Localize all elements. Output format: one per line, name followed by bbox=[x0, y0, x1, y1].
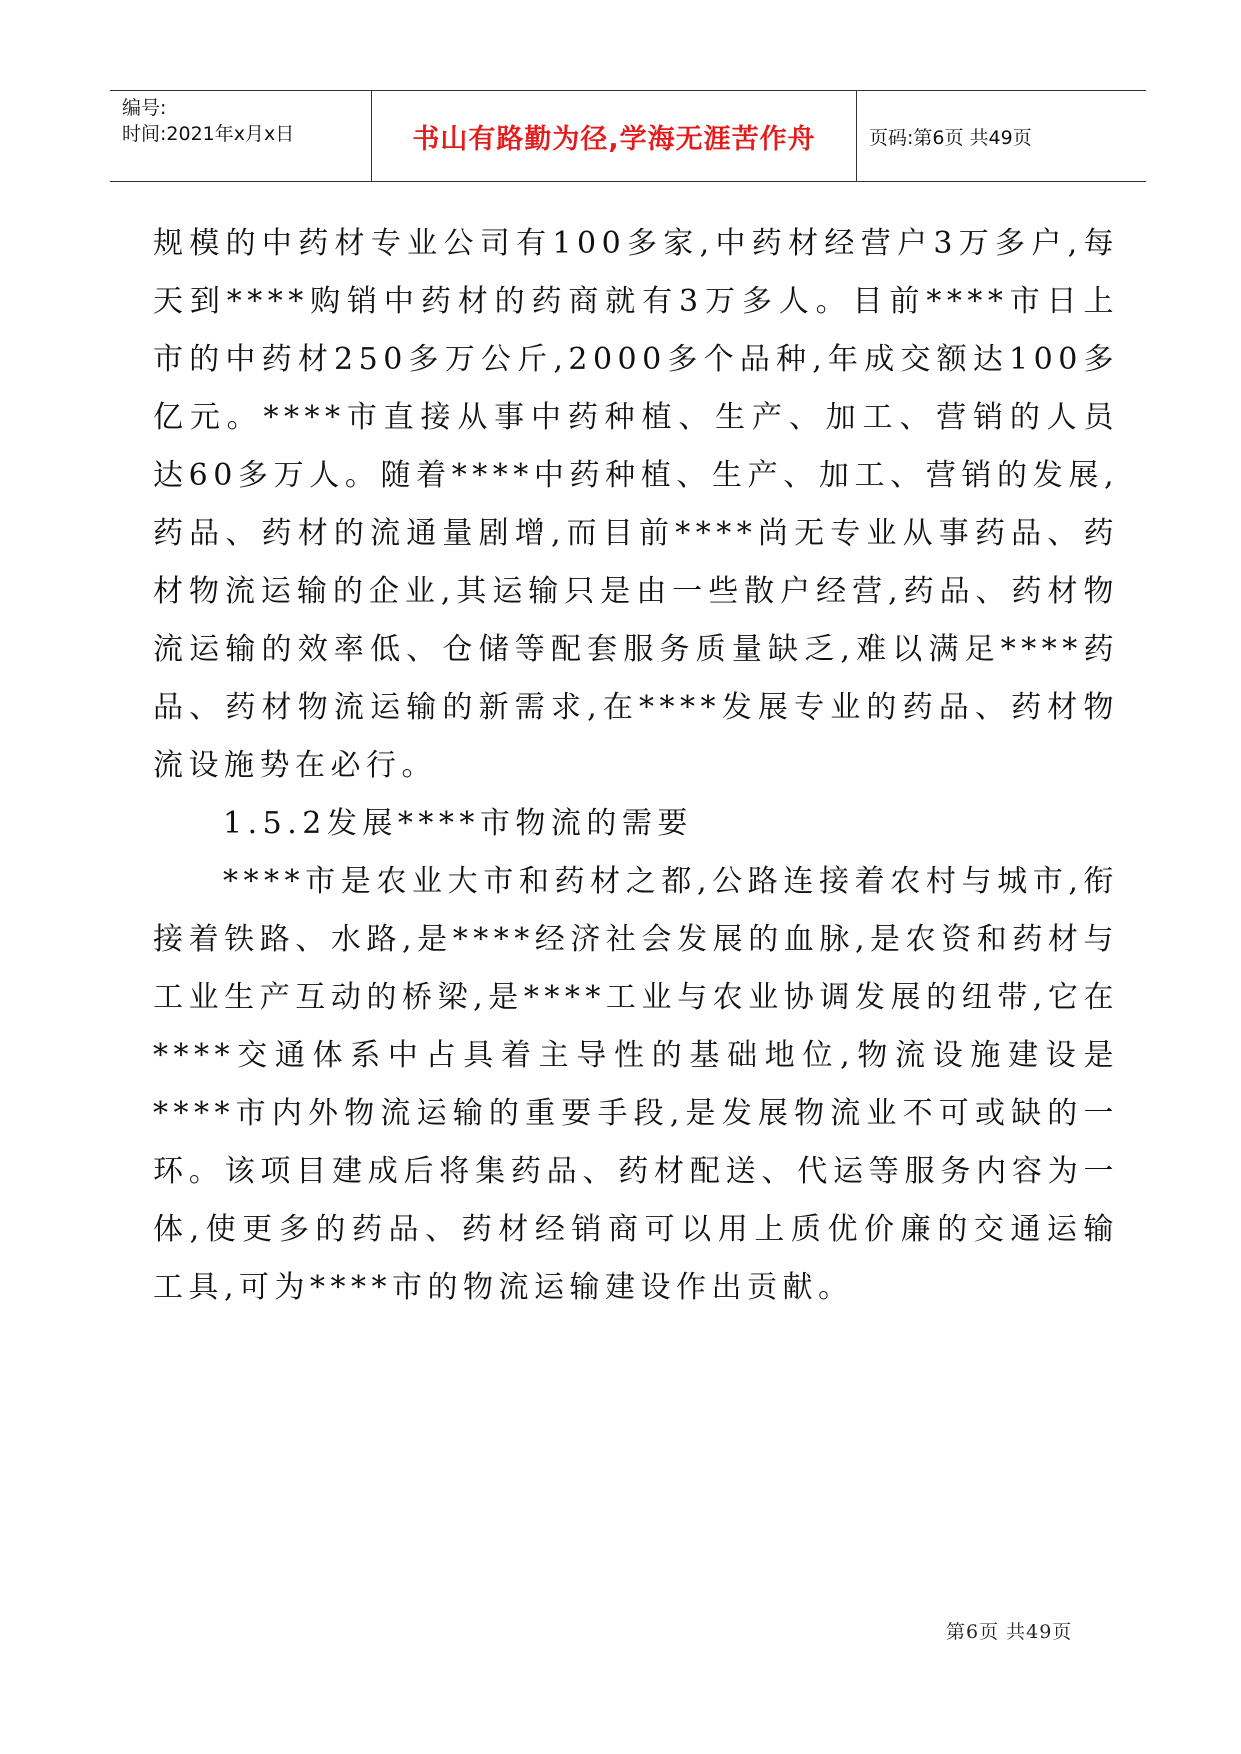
header-motto: 书山有路勤为径,学海无涯苦作舟 bbox=[412, 123, 816, 155]
page-footer: 第6页 共49页 bbox=[946, 1621, 1073, 1643]
section-heading: 1.5.2发展****市物流的需要 bbox=[223, 806, 693, 841]
body-paragraph-2: ****市是农业大市和药材之都,公路连接着农村与城市,衔接着铁路、水路,是****经济社会发展的血脉,是农资和药材与工业生产互动的桥梁,是****工业与农业协调发展的纽带,它在****交通体系中占具着主导性的基础地位,物流设施建设是****市内外物流运输的重要手段,是发展物流业不可或缺的一环。该项目建成后将集药品、药材配送、代运等服务内容为一体,使更多的药品、药材经销商可以用上质优价廉的交通运输工具,可为****市的物流运输建设作出贡献。 bbox=[153, 864, 1119, 1305]
header-page-cell bbox=[857, 91, 1146, 181]
page-header bbox=[110, 90, 1146, 182]
document-body bbox=[153, 215, 1119, 1317]
body-paragraph-1: 规模的中药材专业公司有100多家,中药材经营户3万多户,每天到****购销中药材的药商就有3万多人。目前****市日上市的中药材250多万公斤,2000多个品种,年成交额达100多亿元。****市直接从事中药种植、生产、加工、营销的人员达60多万人。随着****中药种植、生产、加工、营销的发展,药品、药材的流通量剧增,而目前****尚无专业从事药品、药材物流运输的企业,其运输只是由一些散户经营,药品、药材物流运输的效率低、仓储等配套服务质量缺乏,难以满足****药品、药材物流运输的新需求,在****发展专业的药品、药材物流设施势在必行。 bbox=[153, 226, 1119, 783]
header-meta bbox=[110, 91, 372, 181]
header-motto-cell bbox=[372, 91, 857, 181]
document-time-label: 时间:2021年x月x日 bbox=[122, 123, 295, 145]
document-number-label: 编号: bbox=[122, 97, 167, 119]
header-page-label: 页码:第6页 共49页 bbox=[869, 126, 1032, 149]
